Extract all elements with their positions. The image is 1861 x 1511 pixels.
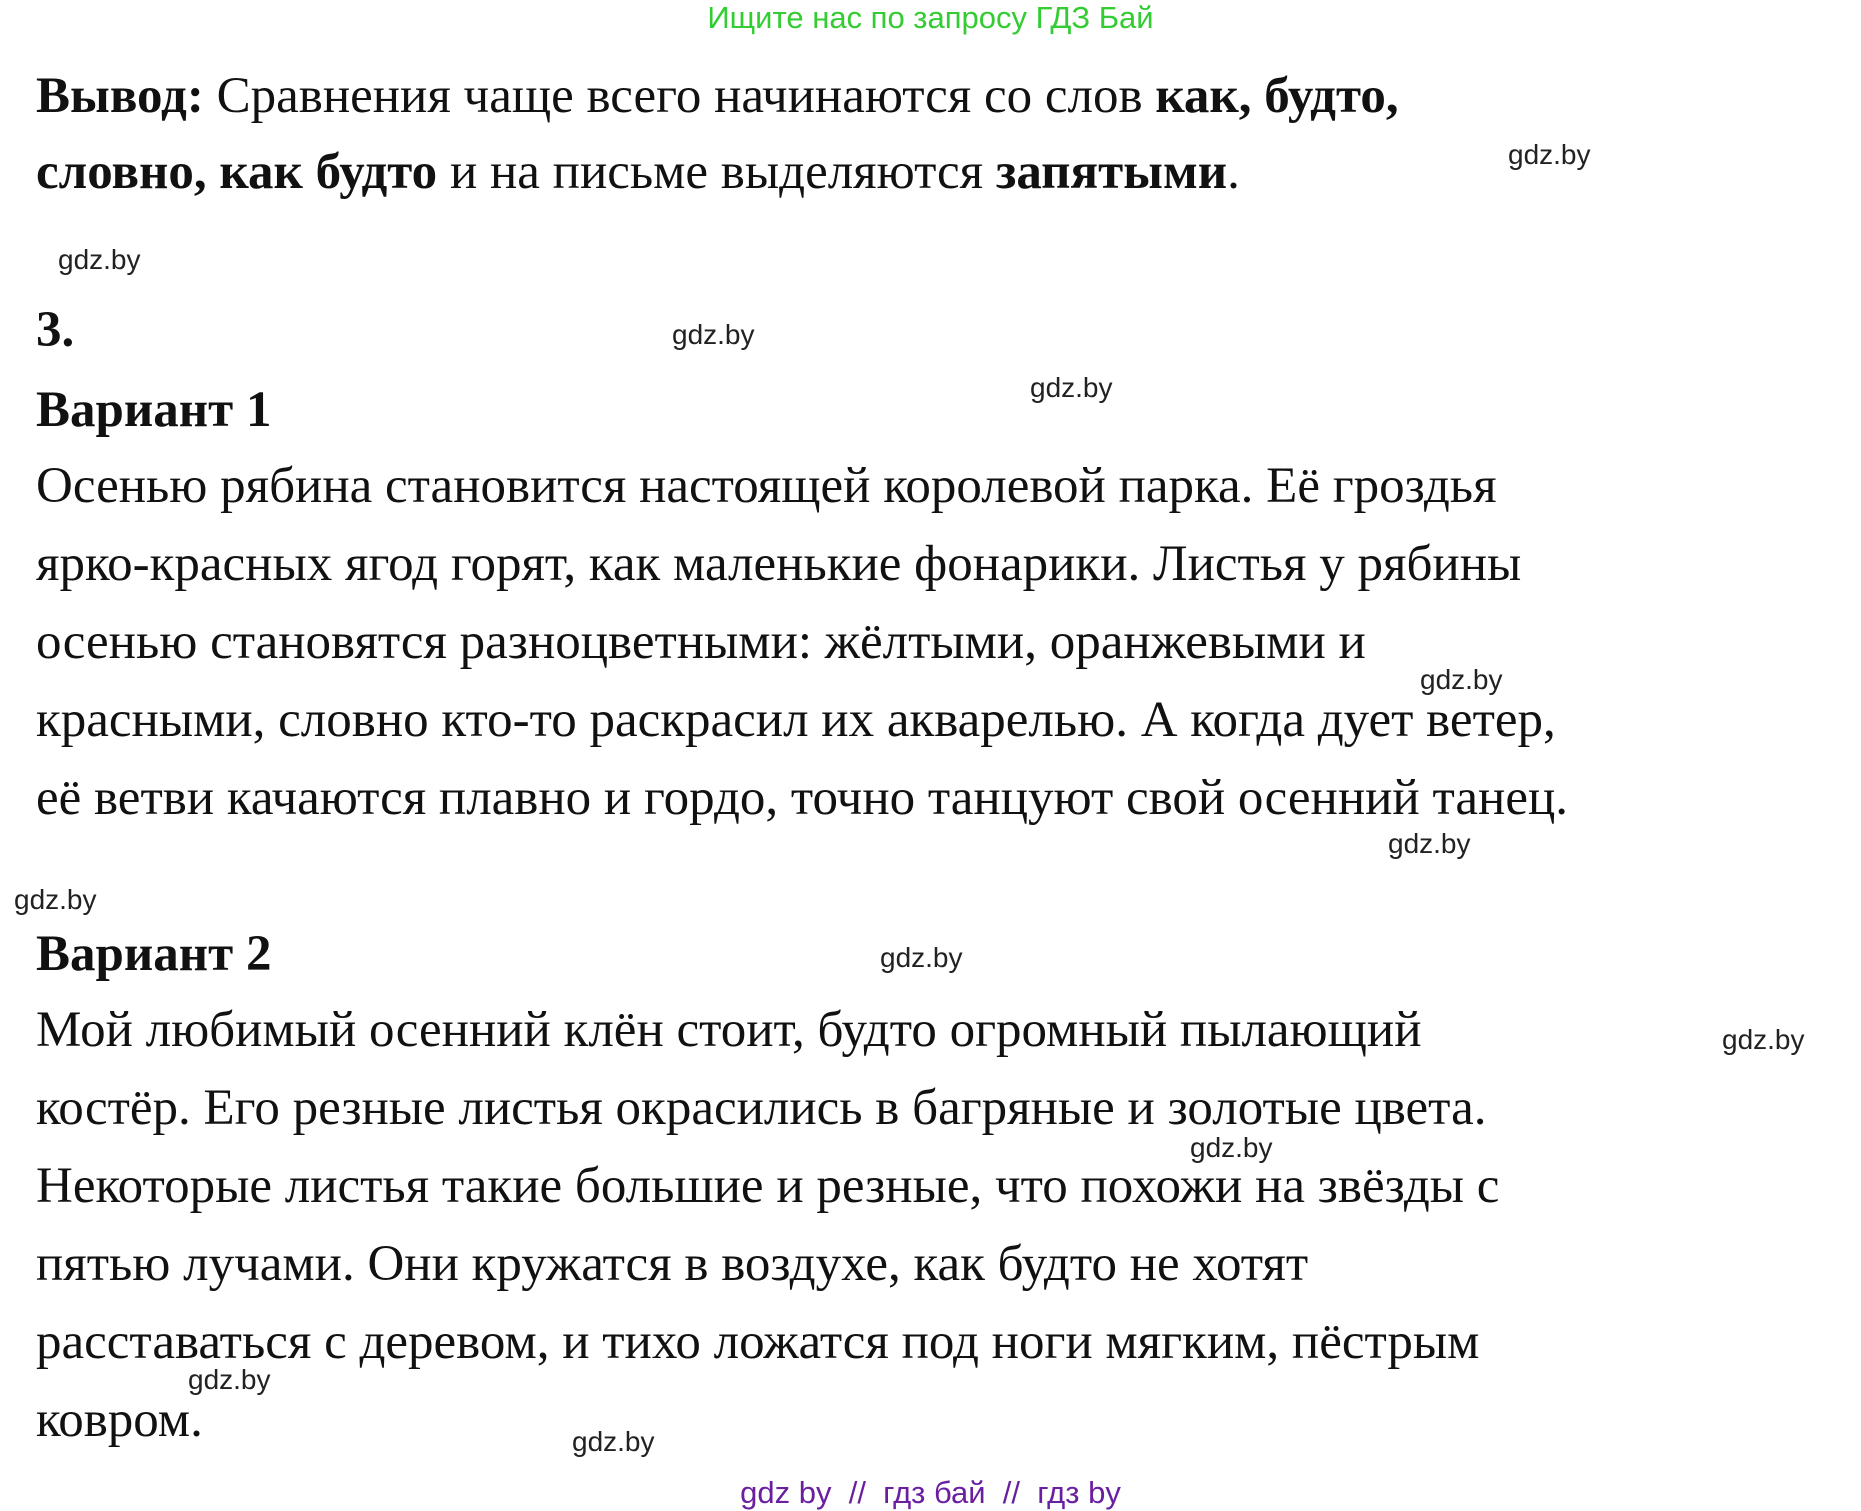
- watermark: gdz.by: [1722, 1024, 1805, 1055]
- watermark: gdz.by: [58, 244, 141, 275]
- watermark: gdz.by: [572, 1426, 655, 1457]
- watermark: gdz.by: [672, 319, 755, 350]
- watermark: gdz.by: [880, 942, 963, 973]
- watermark: gdz.by: [1420, 664, 1503, 695]
- variant-2-line: Мой любимый осенний клён стоит, будто огромный пылающий: [36, 1002, 1422, 1058]
- watermark: gdz.by: [1030, 372, 1113, 403]
- variant-2-heading: Вариант 2: [36, 926, 272, 982]
- conclusion-label: Вывод:: [36, 68, 204, 124]
- watermark: gdz.by: [188, 1364, 271, 1395]
- variant-2-line: пятью лучами. Они кружатся в воздухе, как будто не хотят: [36, 1236, 1309, 1292]
- variant-1-line: ярко-красных ягод горят, как маленькие фонарики. Листья у рябины: [36, 536, 1522, 592]
- watermark: gdz.by: [14, 884, 97, 915]
- footer-links: gdz by // гдз бай // гдз by: [740, 1475, 1121, 1510]
- conclusion-line-1: [36, 66, 1399, 126]
- variant-1-line: её ветви качаются плавно и гордо, точно танцуют свой осенний танец.: [36, 770, 1568, 826]
- variant-2-line: Некоторые листья такие большие и резные, что похожи на звёзды с: [36, 1158, 1500, 1214]
- variant-2-line: костёр. Его резные листья окрасились в багряные и золотые цвета.: [36, 1080, 1487, 1136]
- conclusion-text-2: и на письме выделяются: [437, 144, 996, 200]
- watermark: gdz.by: [1508, 139, 1591, 170]
- conclusion-keywords-2: словно, как будто: [36, 144, 438, 200]
- watermark: gdz.by: [1190, 1132, 1273, 1163]
- conclusion-text-3: .: [1227, 144, 1240, 200]
- variant-1-line: осенью становятся разноцветными: жёлтыми, оранжевыми и: [36, 614, 1366, 670]
- variant-2-line: расставаться с деревом, и тихо ложатся под ноги мягким, пёстрым: [36, 1314, 1480, 1370]
- task-number: 3.: [36, 302, 75, 358]
- conclusion-line-2: [36, 142, 1240, 202]
- variant-2-line: ковром.: [36, 1392, 203, 1448]
- variant-1-line: Осенью рябина становится настоящей королевой парка. Её гроздья: [36, 458, 1497, 514]
- conclusion-keywords-3: запятыми: [995, 144, 1228, 200]
- conclusion-text-1: Сравнения чаще всего начинаются со слов: [203, 68, 1156, 124]
- search-hint-banner: Ищите нас по запросу ГДЗ Бай: [707, 0, 1154, 35]
- watermark: gdz.by: [1388, 828, 1471, 859]
- variant-1-line: красными, словно кто-то раскрасил их акварелью. А когда дует ветер,: [36, 692, 1556, 748]
- variant-1-heading: Вариант 1: [36, 382, 272, 438]
- conclusion-keywords-1: как, будто,: [1155, 68, 1399, 124]
